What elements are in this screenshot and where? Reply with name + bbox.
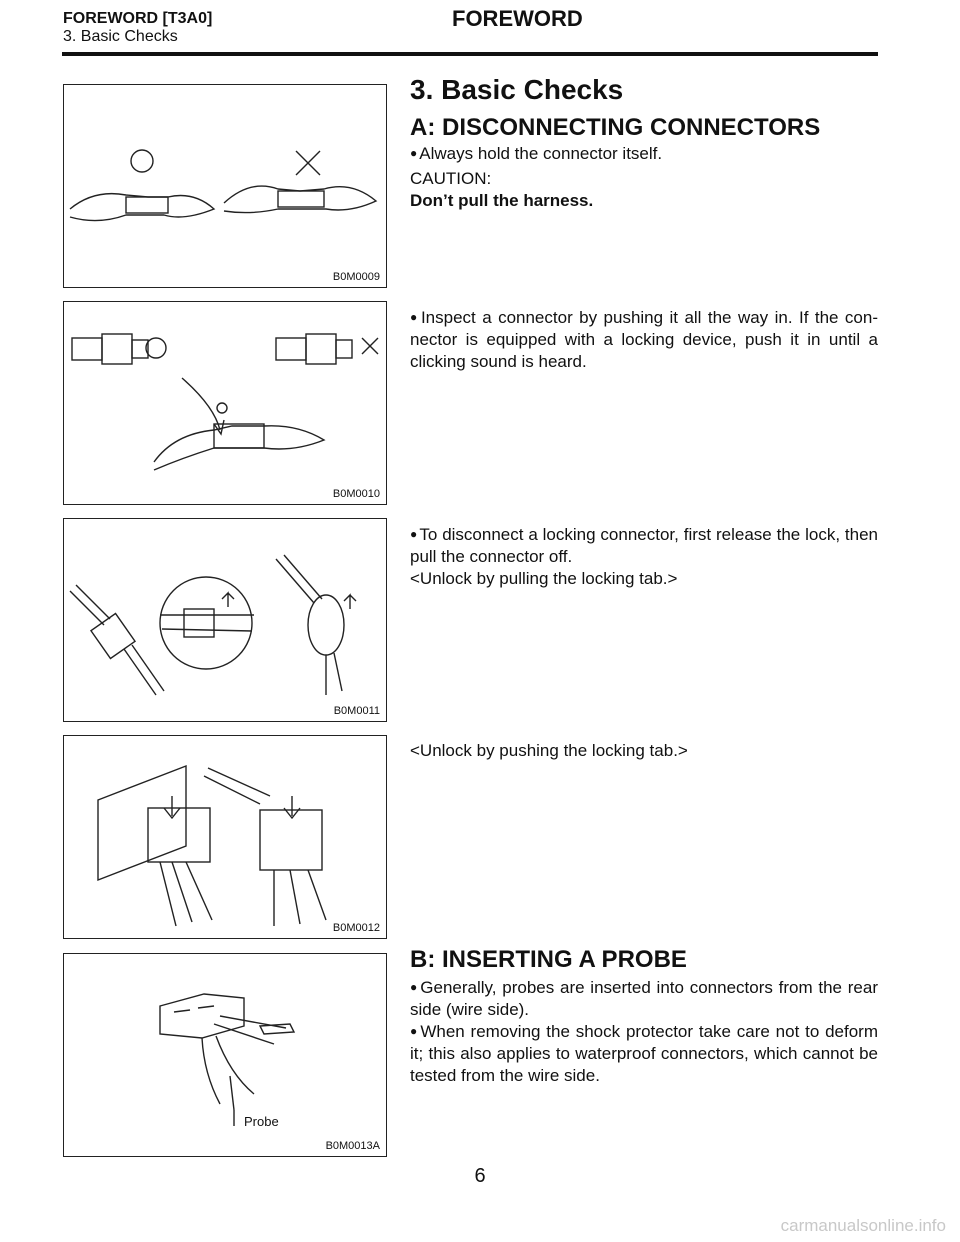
push-tab-illustration	[64, 736, 388, 940]
bullet-icon: ●	[410, 980, 419, 994]
bullet-icon: ●	[410, 527, 418, 541]
watermark: carmanualsonline.info	[780, 1216, 946, 1235]
hands-holding-connector-illustration	[64, 85, 388, 289]
header-rule	[62, 52, 878, 56]
figure-insert-probe	[63, 953, 387, 1157]
figure-push-tab	[63, 735, 387, 939]
pull-tab-illustration	[64, 519, 388, 723]
header-subsection: 3. Basic Checks	[63, 28, 178, 45]
figure-caption: B0M0010	[332, 488, 380, 500]
section-b-bullet-2	[410, 1020, 878, 1087]
bullet-text: Always hold the connector itself.	[419, 144, 663, 163]
caution-label: CAUTION:	[410, 169, 492, 188]
probe-label: Probe	[244, 1114, 279, 1129]
caution-block	[410, 168, 878, 212]
probe-insertion-illustration	[64, 954, 388, 1158]
header-section-info	[63, 10, 212, 46]
connector-push-illustration	[64, 302, 388, 506]
section-b-bullet-1	[410, 976, 878, 1021]
figure-push-connector	[63, 301, 387, 505]
unlock-push-note: <Unlock by pushing the locking tab.>	[410, 741, 688, 760]
section-a-bullet-2	[410, 306, 878, 373]
caution-text: Don’t pull the harness.	[410, 191, 594, 210]
bullet-text: Inspect a connector by pushing it all the way in. If the con-nector is equipped with a locking device, push it in until a clicking sound is heard.	[410, 308, 878, 371]
figure-caption: B0M0009	[332, 271, 380, 283]
page-title: 3. Basic Checks	[410, 74, 624, 105]
bullet-icon: ●	[410, 146, 418, 160]
header-chapter-title: FOREWORD	[452, 6, 583, 31]
unlock-pull-note: <Unlock by pulling the locking tab.>	[410, 569, 678, 588]
bullet-icon: ●	[410, 310, 419, 324]
figure-pull-tab	[63, 518, 387, 722]
figure-caption: B0M0011	[333, 705, 380, 717]
bullet-icon: ●	[410, 1024, 419, 1038]
section-a-bullet-1	[410, 142, 878, 165]
figure-caption: B0M0013A	[325, 1140, 380, 1152]
bullet-text: To disconnect a locking connector, first release the lock, then pull the connector off.	[410, 525, 878, 566]
section-a-heading: A: DISCONNECTING CONNECTORS	[410, 114, 821, 141]
bullet-text: When removing the shock protector take care not to deform it; this also applies to waterproof connectors, which cannot be tested from the wire side.	[410, 1022, 879, 1085]
figure-hold-connector	[63, 84, 387, 288]
section-a-bullet-3	[410, 523, 878, 590]
section-b-heading: B: INSERTING A PROBE	[410, 946, 687, 973]
page-number: 6	[474, 1165, 486, 1187]
figure-caption: B0M0012	[332, 922, 380, 934]
header-section-code: FOREWORD [T3A0]	[63, 10, 213, 27]
bullet-text: Generally, probes are inserted into connectors from the rear side (wire side).	[410, 978, 878, 1019]
